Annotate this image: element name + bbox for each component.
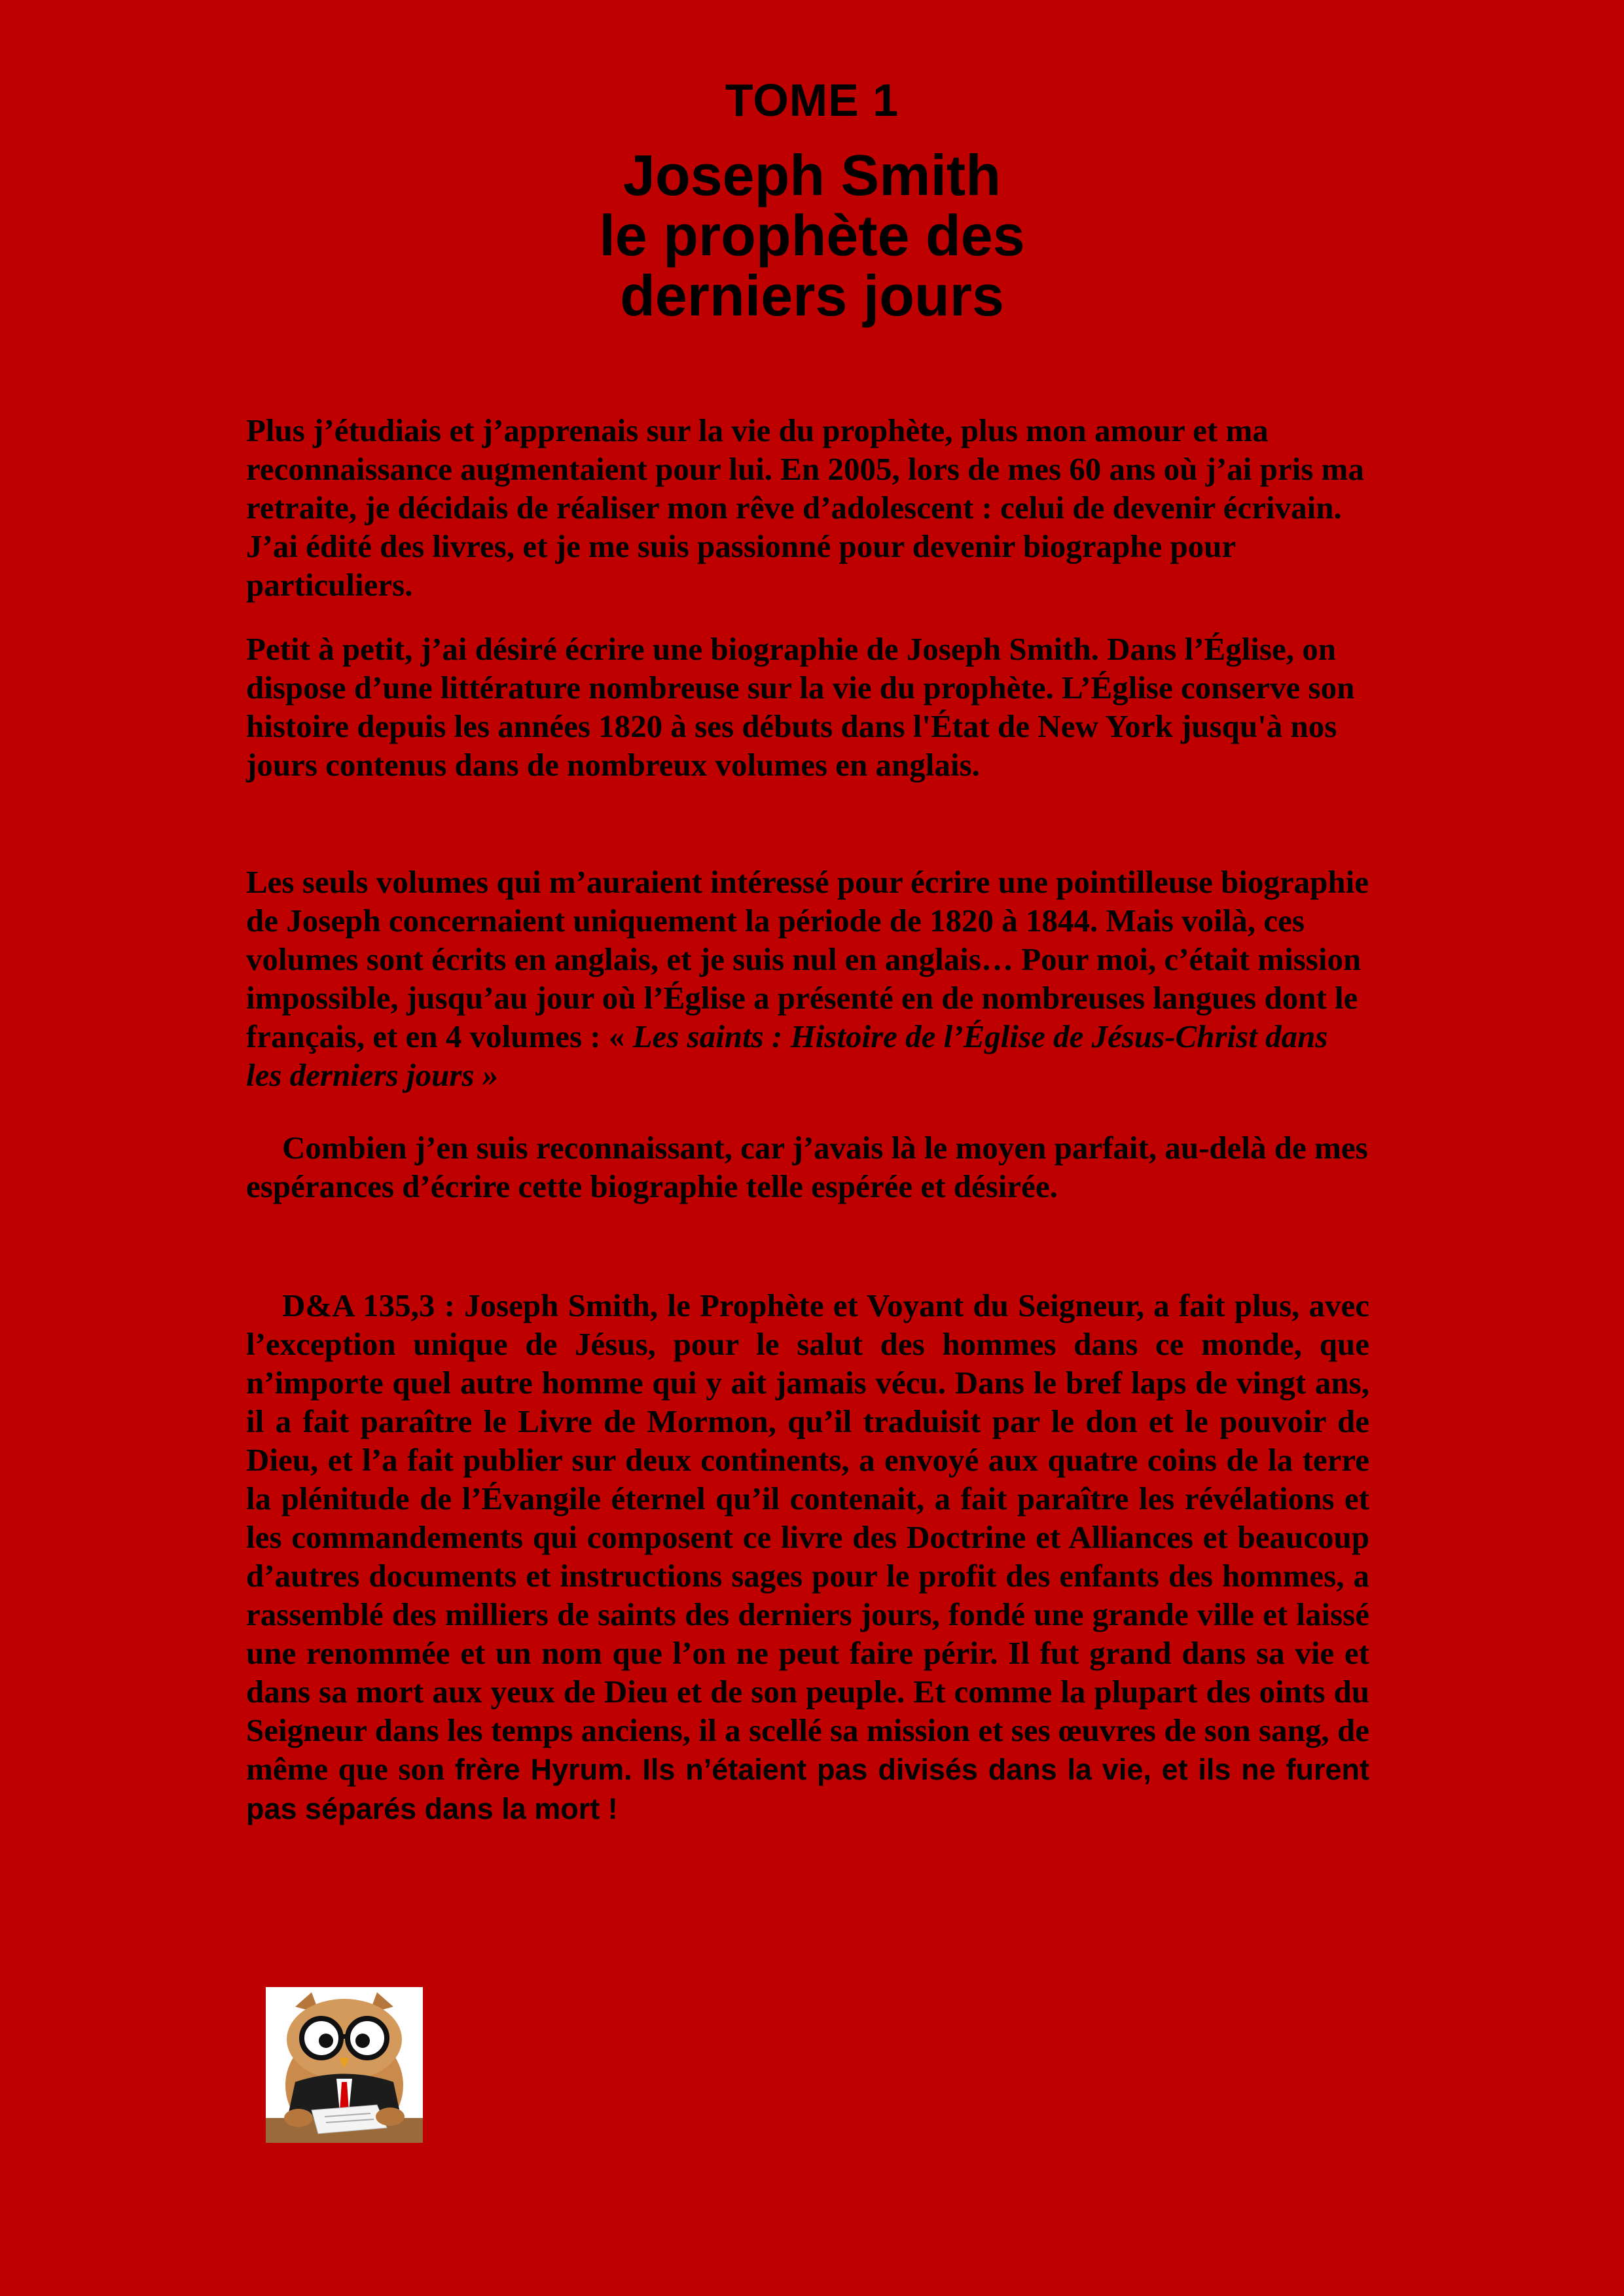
paragraph-volumes <box>246 863 1369 1094</box>
owl-illustration <box>266 1987 423 2143</box>
title-line-1: Joseph Smith <box>623 143 1001 207</box>
volume-label: TOME 1 <box>725 75 899 126</box>
scripture-quote-ending: frère Hyrum. Ils n’étaient pas divisés dans la vie, et ils ne furent pas séparés dans la mort ! <box>246 1753 1369 1825</box>
paragraph-gratitude: Combien j’en suis reconnaissant, car j’avais là le moyen parfait, au-delà de mes espérances d’écrire cette biographie telle espérée et désirée. <box>246 1130 1368 1204</box>
title-line-2: le prophète des <box>599 203 1025 268</box>
paragraph-volumes-text: Les seuls volumes qui m’auraient intéressé pour écrire une pointilleuse biographie de Joseph concernaient uniquement la période de 1820 à 1844. Mais voilà, ces volumes sont écrits en anglais, et je suis nul en anglais… Pour moi, c’était mission impossible, jusqu’au jour où l’Église a présenté en de nombreuses langues dont le français, et en 4 volumes : « <box>246 864 1369 1054</box>
book-reference-italic: Les saints : Histoire de l’Église de Jésus-Christ dans les derniers jours » <box>246 1018 1328 1093</box>
scripture-quote <box>246 1286 1369 1828</box>
paragraph-intro: Plus j’étudiais et j’apprenais sur la vie du prophète, plus mon amour et ma reconnaissance augmentaient pour lui. En 2005, lors de mes 60 ans où j’ai pris ma retraite, je décidais de réaliser mon rêve d’adolescent : celui de devenir écrivain. J’ai édité des livres, et je me suis passionné pour devenir biographe pour particuliers. <box>246 412 1364 603</box>
owl-writer-icon <box>266 1987 423 2143</box>
scripture-quote-text: D&A 135,3 : Joseph Smith, le Prophète et Voyant du Seigneur, a fait plus, avec l’exception unique de Jésus, pour le salut des hommes dans ce monde, que n’importe quel autre homme qui y ait jamais vécu. Dans le bref laps de vingt ans, il a fait paraître le Livre de Mormon, qu’il traduisit par le don et le pouvoir de Dieu, et l’a fait publier sur deux continents, a envoyé aux quatre coins de la terre la plénitude de l’Évangile éternel qu’il contenait, a fait paraître les révélations et les commandements qui composent ce livre des Doctrine et Alliances et beaucoup d’autres documents et instructions sages pour le profit des enfants des hommes, a rassemblé des milliers de saints des derniers jours, fondé une grande ville et laissé une renommée et un nom que l’on ne peut faire périr. Il fut grand dans sa vie et dans sa mort aux yeux de Dieu et de son peuple. Et comme la plupart des oints du Seigneur dans les temps anciens, il a scellé sa mission et ses œuvres de son sang, de même que son <box>246 1287 1369 1787</box>
paragraph-biography: Petit à petit, j’ai désiré écrire une biographie de Joseph Smith. Dans l’Église, on dispose d’une littérature nombreuse sur la vie du prophète. L’Église conserve son histoire depuis les années 1820 à ses débuts dans l'État de New York jusqu'à nos jours contenus dans de nombreux volumes en anglais. <box>246 631 1355 783</box>
book-title <box>0 145 1624 326</box>
title-line-3: derniers jours <box>620 263 1004 328</box>
